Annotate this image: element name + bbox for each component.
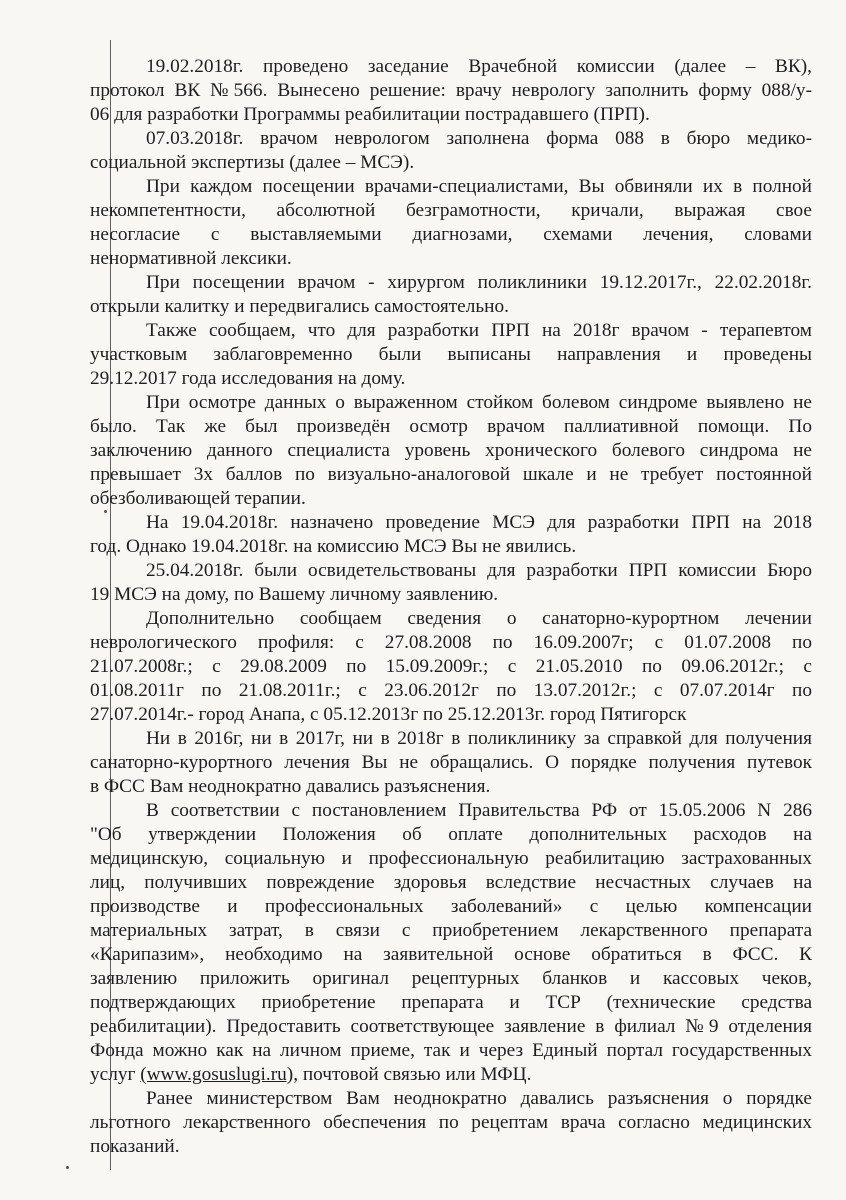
text-line: 29.12.2017 года исследования на дому. [90, 368, 406, 389]
text-line: 19.02.2018г. проведено заседание Врачебной комиссии (далее – ВК), [146, 56, 812, 77]
text-line: 19 МСЭ на дому, по Вашему личному заявлению. [90, 584, 499, 605]
text-line: лиц, получивших повреждение здоровья вследствие несчастных случаев на [90, 872, 812, 893]
text-line: заключению данного специалиста уровень хронического болевого синдрома не [90, 440, 812, 461]
text-line [90, 1063, 812, 1087]
text-line: Ранее министерством Вам неоднократно давались разъяснения о порядке [146, 1088, 812, 1109]
text-line: 01.08.2011г по 21.08.2011г.; с 23.06.2012г по 13.07.2012г.; с 07.07.2014г по [90, 680, 812, 701]
text-line: санаторно-курортного лечения Вы не обращались. О порядке получения путевок [90, 752, 812, 773]
text-line: При посещении врачом - хирургом поликлиники 19.12.2017г., 22.02.2018г. [146, 272, 812, 293]
text-line: При каждом посещении врачами-специалистами, Вы обвиняли их в полной [146, 176, 812, 197]
text-line: льготного лекарственного обеспечения по рецептам врача согласно медицинских [90, 1112, 812, 1133]
text-line: 21.07.2008г.; с 29.08.2009 по 15.09.2009г.; с 21.05.2010 по 09.06.2012г.; с [90, 656, 812, 677]
text-line: в ФСС Вам неоднократно давались разъяснения. [90, 776, 491, 797]
text-fragment: услуг [90, 1064, 141, 1085]
text-line: некомпетентности, абсолютной безграмотности, кричали, выражая свое [90, 200, 812, 221]
text-line: материальных затрат, в связи с приобретением лекарственного препарата [90, 920, 812, 941]
text-line: В соответствии с постановлением Правительства РФ от 15.05.2006 N 286 [146, 800, 812, 821]
text-line: 06 для разработки Программы реабилитации пострадавшего (ПРП). [90, 104, 650, 125]
text-line: 27.07.2014г.- город Анапа, с 05.12.2013г по 25.12.2013г. город Пятигорск [90, 704, 687, 725]
letter-paragraph [90, 55, 812, 127]
text-line: реабилитации). Предоставить соответствующее заявление в филиал №9 отделения [90, 1016, 812, 1037]
text-line: медицинскую, социальную и профессиональную реабилитацию застрахованных [90, 848, 812, 869]
text-line: социальной экспертизы (далее – МСЭ). [90, 152, 415, 173]
text-line: показаний. [90, 1136, 180, 1157]
text-line: 07.03.2018г. врачом неврологом заполнена форма 088 в бюро медико- [146, 128, 812, 149]
text-line: На 19.04.2018г. назначено проведение МСЭ для разработки ПРП на 2018 [146, 512, 812, 533]
letter-paragraph [90, 127, 812, 175]
letter-paragraph [90, 727, 812, 799]
text-line: «Карипазим», необходимо на заявительной основе обратиться в ФСС. К [90, 944, 812, 965]
letter-paragraph [90, 319, 812, 391]
text-line: протокол ВК №566. Вынесено решение: врачу неврологу заполнить форму 088/у- [90, 80, 812, 101]
text-fragment: почтовой связью или МФЦ. [298, 1064, 532, 1085]
text-line: открыли калитку и передвигались самостоятельно. [90, 296, 509, 317]
text-line: подтверждающих приобретение препарата и ТСР (технические средства [90, 992, 812, 1013]
text-line: Также сообщаем, что для разработки ПРП на 2018г врачом - терапевтом [146, 320, 812, 341]
text-line: год. Однако 19.04.2018г. на комиссию МСЭ Вы не явились. [90, 536, 577, 557]
text-line: было. Так же был произведён осмотр врачом паллиативной помощи. По [90, 416, 812, 437]
text-line: производстве и профессиональных заболеваний» с целью компенсации [90, 896, 812, 917]
letter-body [90, 55, 812, 1159]
text-line: Дополнительно сообщаем сведения о санаторно-курортном лечении [146, 608, 812, 629]
gosuslugi-link[interactable]: (www.gosuslugi.ru), [140, 1064, 299, 1085]
letter-paragraph [90, 799, 812, 1087]
text-line: участковым заблаговременно были выписаны направления и проведены [90, 344, 812, 365]
text-line: ненормативной лексики. [90, 248, 292, 269]
text-line: Фонда можно как на личном приеме, так и через Единый портал государственных [90, 1040, 812, 1061]
text-line: заявлению приложить оригинал рецептурных бланков и кассовых чеков, [90, 968, 812, 989]
letter-paragraph [90, 511, 812, 559]
letter-paragraph [90, 175, 812, 271]
text-line: 25.04.2018г. были освидетельствованы для разработки ПРП комиссии Бюро [146, 560, 812, 581]
scan-speck [66, 1166, 69, 1169]
text-line: обезболивающей терапии. [90, 488, 306, 509]
letter-paragraph [90, 271, 812, 319]
text-line: превышает 3х баллов по визуально-аналоговой шкале и не требует постоянной [90, 464, 812, 485]
letter-paragraph [90, 559, 812, 607]
letter-paragraph [90, 1087, 812, 1159]
text-line: неврологического профиля: с 27.08.2008 по 16.09.2007г; с 01.07.2008 по [90, 632, 812, 653]
text-line: "Об утверждении Положения об оплате дополнительных расходов на [90, 824, 812, 845]
letter-paragraph [90, 391, 812, 511]
letter-paragraph [90, 607, 812, 727]
text-line: несогласие с выставляемыми диагнозами, схемами лечения, словами [90, 224, 812, 245]
text-line: Ни в 2016г, ни в 2017г, ни в 2018г в поликлинику за справкой для получения [146, 728, 812, 749]
text-line: При осмотре данных о выраженном стойком болевом синдроме выявлено не [146, 392, 812, 413]
